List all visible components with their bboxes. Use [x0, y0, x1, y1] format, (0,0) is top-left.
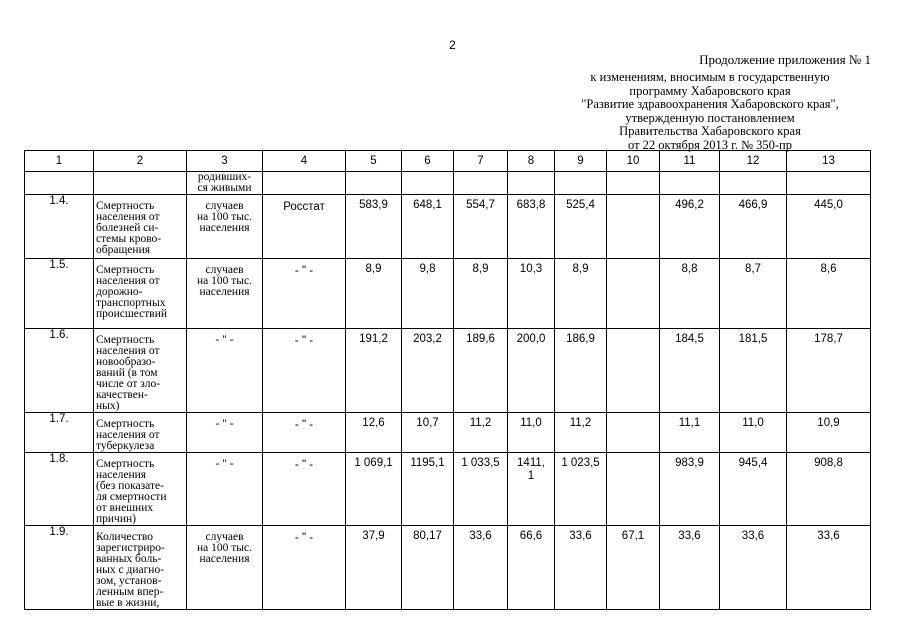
column-header: 3	[187, 151, 263, 172]
value-cell: 8,6	[787, 259, 871, 329]
column-header: 1	[25, 151, 94, 172]
value-cell: 33,6	[555, 526, 607, 610]
value-cell: 8,7	[720, 259, 787, 329]
value-cell	[508, 172, 555, 195]
row-number-cell: 1.4.	[25, 195, 94, 259]
row-number-cell: 1.5.	[25, 259, 94, 329]
value-cell	[607, 329, 660, 413]
value-cell: 189,6	[454, 329, 508, 413]
unit-cell: - " -	[187, 453, 263, 526]
indicator-name-cell	[94, 172, 187, 195]
row-number-cell: 1.8.	[25, 453, 94, 526]
value-cell: 10,3	[508, 259, 555, 329]
indicator-name-cell: Смертность населения от новообразо- ваний (в том числе от зло- качествен- ных)	[94, 329, 187, 413]
subtitle-line: к изменениям, вносимым в государственную	[590, 70, 830, 84]
indicator-name-cell: Смертность населения (без показате- ля смертности от внешних причин)	[94, 453, 187, 526]
value-cell: 525,4	[555, 195, 607, 259]
value-cell: 1 069,1	[346, 453, 402, 526]
value-cell: 445,0	[787, 195, 871, 259]
value-cell	[607, 172, 660, 195]
column-header: 13	[787, 151, 871, 172]
source-cell: - " -	[263, 259, 346, 329]
value-cell	[607, 413, 660, 453]
column-header: 10	[607, 151, 660, 172]
source-cell: Росстат	[263, 195, 346, 259]
source-cell	[263, 172, 346, 195]
indicator-name-cell: Смертность населения от дорожно- транспортных происшествий	[94, 259, 187, 329]
value-cell: 983,9	[660, 453, 720, 526]
value-cell	[402, 172, 454, 195]
column-header: 6	[402, 151, 454, 172]
indicator-name-cell: Смертность населения от туберкулеза	[94, 413, 187, 453]
page-number: 2	[449, 38, 456, 52]
value-cell: 178,7	[787, 329, 871, 413]
value-cell: 181,5	[720, 329, 787, 413]
subtitle-line: программу Хабаровского края	[629, 83, 791, 98]
value-cell: 583,9	[346, 195, 402, 259]
value-cell: 67,1	[607, 526, 660, 610]
value-cell: 66,6	[508, 526, 555, 610]
value-cell: 80,17	[402, 526, 454, 610]
row-number-cell: 1.7.	[25, 413, 94, 453]
subtitle-line: Правительства Хабаровского края	[619, 124, 801, 138]
value-cell: 184,5	[660, 329, 720, 413]
value-cell: 9,8	[402, 259, 454, 329]
indicator-name-cell: Количество зарегистриро- ванных боль- ных с диагно- зом, установ- ленным впер- вые в жизни,	[94, 526, 187, 610]
value-cell: 33,6	[660, 526, 720, 610]
column-header: 12	[720, 151, 787, 172]
value-cell: 8,8	[660, 259, 720, 329]
table-row	[25, 259, 871, 329]
unit-cell: случаев на 100 тыс. населения	[187, 259, 263, 329]
indicators-table	[24, 150, 871, 610]
value-cell: 186,9	[555, 329, 607, 413]
column-header: 9	[555, 151, 607, 172]
unit-cell: - " -	[187, 329, 263, 413]
value-cell: 12,6	[346, 413, 402, 453]
value-cell: 10,7	[402, 413, 454, 453]
appendix-title: Продолжение приложения № 1	[699, 52, 871, 67]
table-header-row	[25, 151, 871, 172]
column-header: 11	[660, 151, 720, 172]
value-cell: 496,2	[660, 195, 720, 259]
value-cell: 11,0	[720, 413, 787, 453]
value-cell: 11,2	[555, 413, 607, 453]
unit-cell: - " -	[187, 413, 263, 453]
source-cell: - " -	[263, 526, 346, 610]
value-cell: 8,9	[454, 259, 508, 329]
row-number-cell	[25, 172, 94, 195]
unit-cell: родивших- ся живыми	[187, 172, 263, 195]
value-cell: 8,9	[555, 259, 607, 329]
table-row	[25, 526, 871, 610]
indicator-name-cell: Смертность населения от болезней си- стемы крово- обращения	[94, 195, 187, 259]
value-cell	[346, 172, 402, 195]
row-number-cell: 1.6.	[25, 329, 94, 413]
continuation-row	[25, 172, 871, 195]
value-cell: 945,4	[720, 453, 787, 526]
value-cell	[720, 172, 787, 195]
value-cell: 203,2	[402, 329, 454, 413]
value-cell: 8,9	[346, 259, 402, 329]
table-row	[25, 195, 871, 259]
unit-cell: случаев на 100 тыс. населения	[187, 526, 263, 610]
column-header: 8	[508, 151, 555, 172]
source-cell: - " -	[263, 413, 346, 453]
column-header: 2	[94, 151, 187, 172]
value-cell: 908,8	[787, 453, 871, 526]
value-cell	[555, 172, 607, 195]
source-cell: - " -	[263, 453, 346, 526]
value-cell: 1195,1	[402, 453, 454, 526]
value-cell: 200,0	[508, 329, 555, 413]
value-cell	[787, 172, 871, 195]
value-cell: 191,2	[346, 329, 402, 413]
row-number-cell: 1.9.	[25, 526, 94, 610]
value-cell: 554,7	[454, 195, 508, 259]
appendix-subtitle	[540, 71, 880, 152]
value-cell: 466,9	[720, 195, 787, 259]
value-cell: 33,6	[787, 526, 871, 610]
value-cell: 37,9	[346, 526, 402, 610]
value-cell: 1 023,5	[555, 453, 607, 526]
subtitle-line: от 22 октября 2013 г. № 350-пр	[628, 137, 792, 152]
value-cell: 11,1	[660, 413, 720, 453]
value-cell: 33,6	[454, 526, 508, 610]
value-cell	[607, 453, 660, 526]
table-row	[25, 413, 871, 453]
value-cell: 1 033,5	[454, 453, 508, 526]
value-cell	[607, 195, 660, 259]
value-cell: 1411, 1	[508, 453, 555, 526]
table-row	[25, 329, 871, 413]
value-cell: 33,6	[720, 526, 787, 610]
value-cell	[607, 259, 660, 329]
value-cell: 648,1	[402, 195, 454, 259]
value-cell: 10,9	[787, 413, 871, 453]
column-header: 7	[454, 151, 508, 172]
column-header: 4	[263, 151, 346, 172]
table-row	[25, 453, 871, 526]
subtitle-line: "Развитие здравоохранения Хабаровского края",	[581, 97, 839, 111]
value-cell	[660, 172, 720, 195]
value-cell: 683,8	[508, 195, 555, 259]
value-cell: 11,0	[508, 413, 555, 453]
source-cell: - " -	[263, 329, 346, 413]
column-header: 5	[346, 151, 402, 172]
unit-cell: случаев на 100 тыс. населения	[187, 195, 263, 259]
value-cell	[454, 172, 508, 195]
subtitle-line: утвержденную постановлением	[625, 110, 795, 125]
value-cell: 11,2	[454, 413, 508, 453]
